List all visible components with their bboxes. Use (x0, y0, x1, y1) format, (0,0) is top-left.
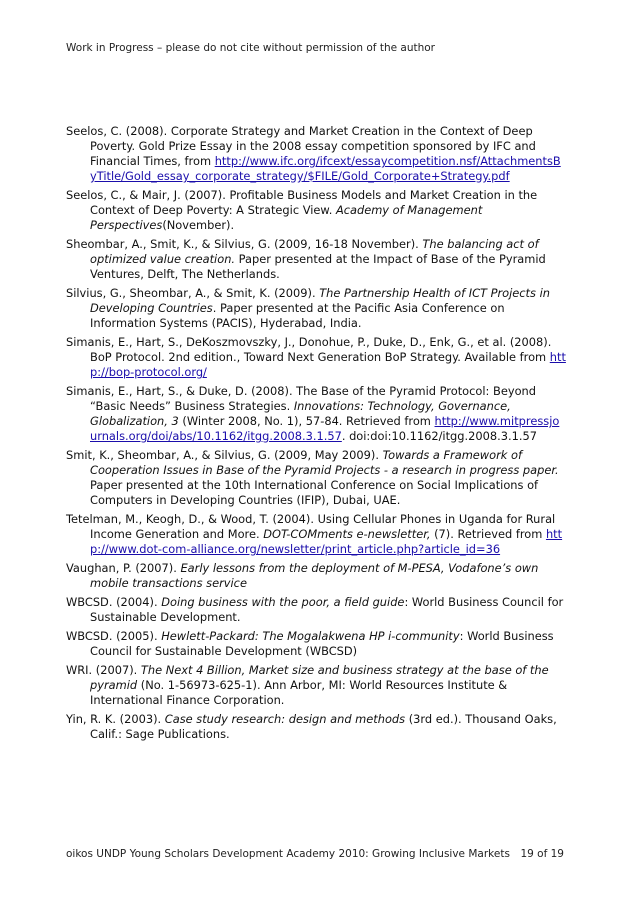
reference-text: WRI. (2007). (66, 663, 141, 677)
reference-text: WBCSD. (2004). (66, 595, 162, 609)
reference-text: Seelos, C., & Mair, J. (2007). Profitable Business Models and Market Creation in the Context of Deep Poverty: A Strategic View. (66, 188, 538, 217)
reference-title-italic: The Next 4 Billion, Market size and business strategy at the base of the pyramid (90, 663, 549, 692)
reference-link[interactable]: http://www.ifc.org/ifcext/essaycompetition.nsf/AttachmentsByTitle/Gold_essay_corporate_strategy/$FILE/Gold_Corporate+Strategy.pdf (90, 154, 561, 183)
reference-title-italic: DOT-COMments e-newsletter, (263, 527, 431, 541)
reference-title-italic: The Partnership Health of ICT Projects in Developing Countries (90, 286, 550, 315)
reference-text: (No. 1-56973-625-1). Ann Arbor, MI: World Resources Institute & International Finance Corporation. (90, 678, 508, 707)
reference-title-italic: Hewlett-Packard: The Mogalakwena HP i-community (161, 629, 460, 643)
reference-item (66, 512, 566, 557)
reference-text: Yin, R. K. (2003). (66, 712, 165, 726)
reference-item (66, 286, 566, 331)
reference-text: : World Business Council for Sustainable Development (WBCSD) (90, 629, 554, 658)
reference-item (66, 237, 566, 282)
reference-link[interactable]: http://bop-protocol.org/ (90, 350, 566, 379)
reference-item (66, 188, 566, 233)
reference-item (66, 335, 566, 380)
reference-title-italic: Case study research: design and methods (164, 712, 406, 726)
reference-text: Smit, K., Sheombar, A., & Silvius, G. (2009, May 2009). (66, 448, 383, 462)
reference-text: (3rd ed.). Thousand Oaks, Calif.: Sage Publications. (90, 712, 557, 741)
reference-title-italic: Innovations: Technology, Governance, Globalization, 3 (90, 399, 511, 428)
reference-text: Vaughan, P. (2007). (66, 561, 181, 575)
reference-title-italic: Academy of Management Perspectives (90, 203, 483, 232)
reference-item (66, 629, 566, 659)
reference-item (66, 561, 566, 591)
reference-text: Seelos, C. (2008). Corporate Strategy and Market Creation in the Context of Deep Poverty. Gold Prize Essay in the 2008 essay competition sponsored by IFC and Financial Times, from (66, 124, 536, 168)
reference-text: (Winter 2008, No. 1), 57-84. Retrieved from (178, 414, 435, 428)
reference-title-italic: Towards a Framework of Cooperation Issues in Base of the Pyramid Projects - a research in progress paper. (90, 448, 559, 477)
page-number: 19 of 19 (520, 848, 564, 860)
reference-text: . Paper presented at the Pacific Asia Conference on Information Systems (PACIS), Hyderabad, India. (90, 301, 505, 330)
reference-item (66, 124, 566, 184)
reference-text: : World Business Council for Sustainable Development. (90, 595, 564, 624)
reference-text: Simanis, E., Hart, S., & Duke, D. (2008). The Base of the Pyramid Protocol: Beyond “Basic Needs” Business Strategies. (66, 384, 536, 413)
reference-title-italic: Doing business with the poor, a field guide (161, 595, 405, 609)
page-header: Work in Progress – please do not cite without permission of the author (66, 42, 435, 54)
reference-item (66, 712, 566, 742)
reference-item (66, 663, 566, 708)
reference-text: Silvius, G., Sheombar, A., & Smit, K. (2009). (66, 286, 320, 300)
reference-link[interactable]: http://www.dot-com-alliance.org/newsletter/print_article.php?article_id=36 (90, 527, 563, 556)
reference-text: (7). Retrieved from (430, 527, 546, 541)
reference-title-italic: Early lessons from the deployment of M-PESA, Vodafone’s own mobile transactions service (90, 561, 539, 590)
reference-title-italic: The balancing act of optimized value creation. (90, 237, 539, 266)
reference-list (66, 124, 566, 746)
reference-text: Paper presented at the 10th International Conference on Social Implications of Computers in Developing Countries (IFIP), Dubai, UAE. (90, 478, 539, 507)
reference-item (66, 384, 566, 444)
reference-item (66, 448, 566, 508)
reference-text: Simanis, E., Hart, S., DeKoszmovszky, J., Donohue, P., Duke, D., Enk, G., et al. (2008). BoP Protocol. 2nd edition., Toward Next Generation BoP Strategy. Available from (66, 335, 552, 364)
footer-title: oikos UNDP Young Scholars Development Academy 2010: Growing Inclusive Markets (66, 848, 510, 860)
reference-item (66, 595, 566, 625)
reference-text: Sheombar, A., Smit, K., & Silvius, G. (2009, 16-18 November). (66, 237, 423, 251)
reference-text: WBCSD. (2005). (66, 629, 162, 643)
reference-text: Paper presented at the Impact of Base of the Pyramid Ventures, Delft, The Netherlands. (90, 252, 546, 281)
reference-link[interactable]: http://www.mitpressjournals.org/doi/abs/10.1162/itgg.2008.3.1.57 (90, 414, 560, 443)
reference-text: (November). (162, 218, 235, 232)
page-footer (66, 848, 564, 860)
reference-text: Tetelman, M., Keogh, D., & Wood, T. (2004). Using Cellular Phones in Uganda for Rural Income Generation and More. (66, 512, 556, 541)
reference-text: . doi:doi:10.1162/itgg.2008.3.1.57 (341, 429, 537, 443)
